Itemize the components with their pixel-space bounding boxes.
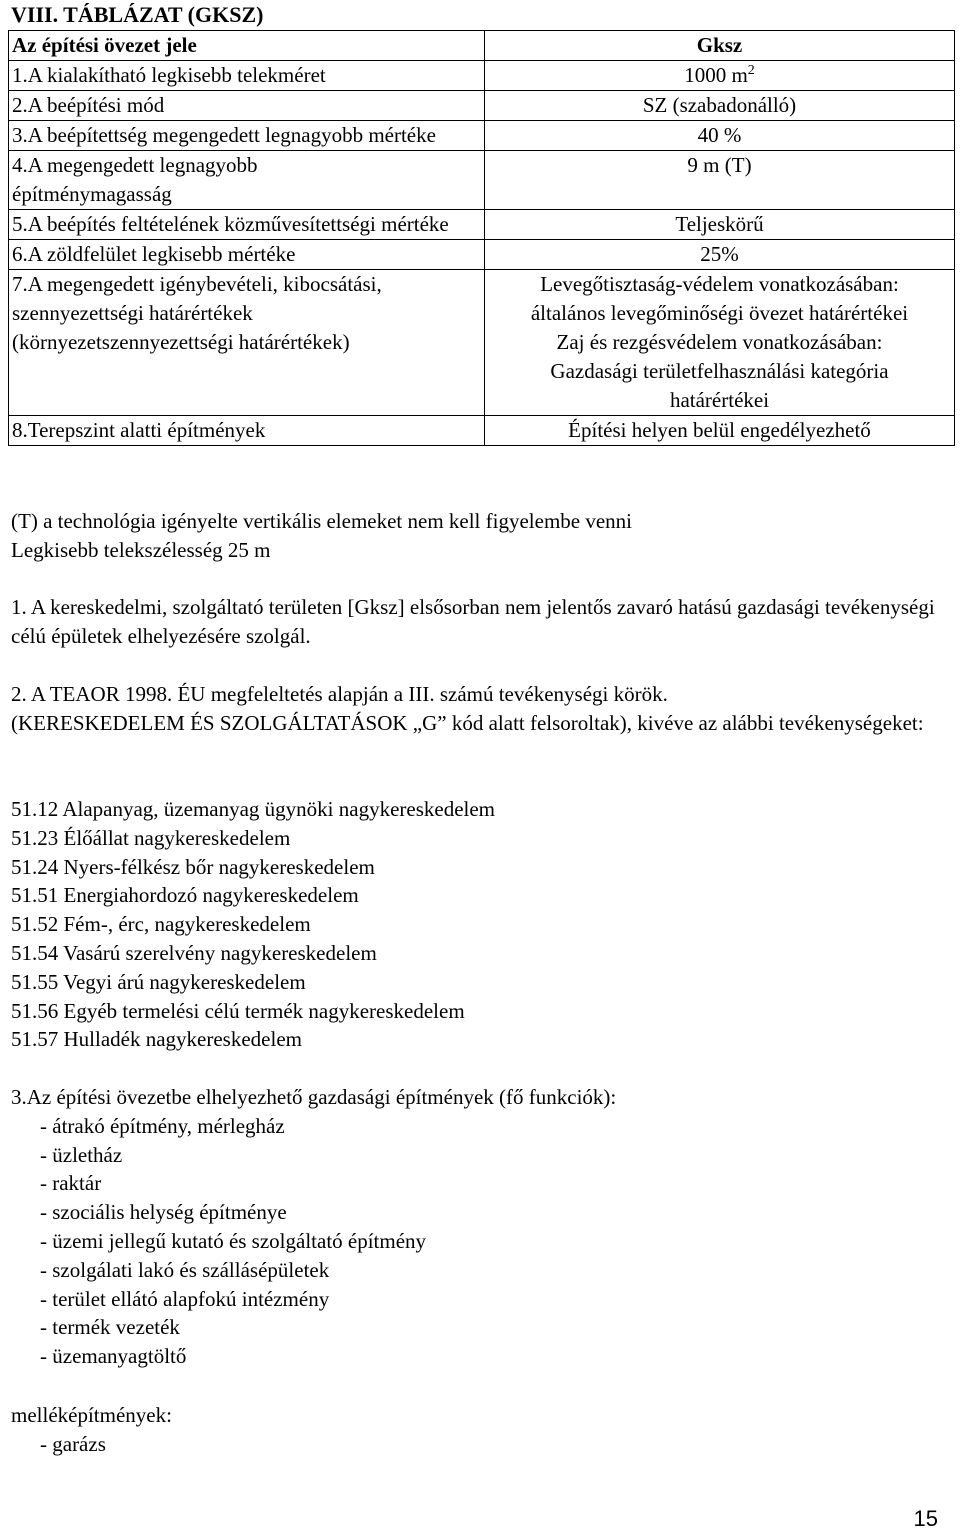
- value-line: határértékei: [669, 388, 770, 412]
- row-label: 7.A megengedett igénybevételi, kibocsátási, szennyezettségi határértékek (környezetszennyezettségi határértékek): [9, 270, 485, 416]
- list-title: 3.Az építési övezetbe elhelyezhető gazdasági építmények (fő funkciók):: [11, 1085, 617, 1109]
- row-label: 2.A beépítési mód: [9, 91, 485, 121]
- table-note: (T) a technológia igényelte vertikális elemeket nem kell figyelembe venni: [11, 509, 633, 533]
- row-label: 1.A kialakítható legkisebb telekméret: [9, 61, 485, 91]
- row-label: 3.A beépítettség megengedett legnagyobb mértéke: [9, 121, 485, 151]
- value-line: Zaj és rezgésvédelem vonatkozásában:: [556, 330, 883, 354]
- row-label: 5.A beépítés feltételének közművesítettségi mértéke: [9, 210, 485, 240]
- list-item: - terület ellátó alapfokú intézmény: [40, 1286, 330, 1311]
- table-note: Legkisebb telekszélesség 25 m: [11, 538, 271, 562]
- row-value: 40 %: [485, 121, 955, 151]
- row-value: [485, 270, 955, 416]
- page-number: 15: [913, 1506, 938, 1531]
- list-item: 51.55 Vegyi árú nagykereskedelem: [11, 969, 306, 994]
- list-item: - szolgálati lakó és szállásépületek: [40, 1257, 330, 1282]
- table-row: [9, 270, 955, 416]
- value-line: Gazdasági területfelhasználási kategória: [550, 359, 889, 383]
- function-list: [11, 1083, 616, 1371]
- row-value: 25%: [485, 240, 955, 270]
- table-header-value: Gksz: [485, 31, 955, 61]
- list-item: 51.12 Alapanyag, üzemanyag ügynöki nagykereskedelem: [11, 797, 496, 821]
- row-value: 9 m (T): [485, 151, 955, 210]
- row-value: Építési helyen belül engedélyezhető: [485, 416, 955, 446]
- value-line: általános levegőminőségi övezet határértékei: [530, 301, 909, 325]
- table-row: [9, 240, 955, 270]
- list-item: - raktár: [40, 1171, 102, 1196]
- row-label: 4.A megengedett legnagyobb építménymagasság: [9, 151, 485, 210]
- table-row: [9, 416, 955, 446]
- list-item: 51.51 Energiahordozó nagykereskedelem: [11, 883, 359, 908]
- table-row: [9, 121, 955, 151]
- auxiliary-list: [11, 1401, 172, 1459]
- table-row: [9, 210, 955, 240]
- value-line: Levegőtisztaság-védelem vonatkozásában:: [540, 272, 899, 296]
- paragraph-2-line-2: (KERESKEDELEM ÉS SZOLGÁLTATÁSOK „G” kód alatt felsoroltak), kivéve az alábbi tevékenységeket:: [11, 711, 924, 735]
- list-item: 51.24 Nyers-félkész bőr nagykereskedelem: [11, 854, 375, 879]
- section-heading: VIII. TÁBLÁZAT (GKSZ): [11, 2, 264, 27]
- table-header-row: [9, 31, 955, 61]
- list-item: 51.54 Vasárú szerelvény nagykereskedelem: [11, 940, 377, 965]
- list-item: 51.56 Egyéb termelési célú termék nagykereskedelem: [11, 998, 465, 1023]
- list-item: - üzletház: [40, 1142, 123, 1167]
- list-item: 51.57 Hulladék nagykereskedelem: [11, 1027, 302, 1052]
- list-item: - üzemi jellegű kutató és szolgáltató építmény: [40, 1228, 427, 1253]
- list-item: 51.52 Fém-, érc, nagykereskedelem: [11, 912, 311, 937]
- row-label: 6.A zöldfelület legkisebb mértéke: [9, 240, 485, 270]
- list-item: - termék vezeték: [40, 1315, 180, 1340]
- paragraph-1: 1. A kereskedelmi, szolgáltató területen [Gksz] elsősorban nem jelentős zavaró hatású gazdasági tevékenységi célú épületek elhelyezésére szolgál.: [11, 595, 935, 648]
- list-item: 51.23 Élőállat nagykereskedelem: [11, 825, 291, 850]
- row-label: 8.Terepszint alatti építmények: [9, 416, 485, 446]
- list-title: melléképítmények:: [11, 1403, 172, 1427]
- list-item: - üzemanyagtöltő: [40, 1344, 187, 1369]
- row-value: 1000 $m^2$: [485, 61, 955, 91]
- table-header-label: Az építési övezet jele: [9, 31, 485, 61]
- table-row: [9, 91, 955, 121]
- table-row: [9, 61, 955, 91]
- activity-list: [11, 795, 495, 1054]
- list-item: - szociális helység építménye: [40, 1200, 287, 1225]
- paragraph-2-line-1: 2. A TEAOR 1998. ÉU megfeleltetés alapján a III. számú tevékenységi körök.: [11, 682, 668, 706]
- list-item: - átrakó építmény, mérlegház: [40, 1113, 285, 1138]
- list-item: - garázs: [40, 1431, 106, 1456]
- table-row: [9, 151, 955, 210]
- row-value: Teljeskörű: [485, 210, 955, 240]
- zoning-table: [8, 30, 955, 446]
- row-value: SZ (szabadonálló): [485, 91, 955, 121]
